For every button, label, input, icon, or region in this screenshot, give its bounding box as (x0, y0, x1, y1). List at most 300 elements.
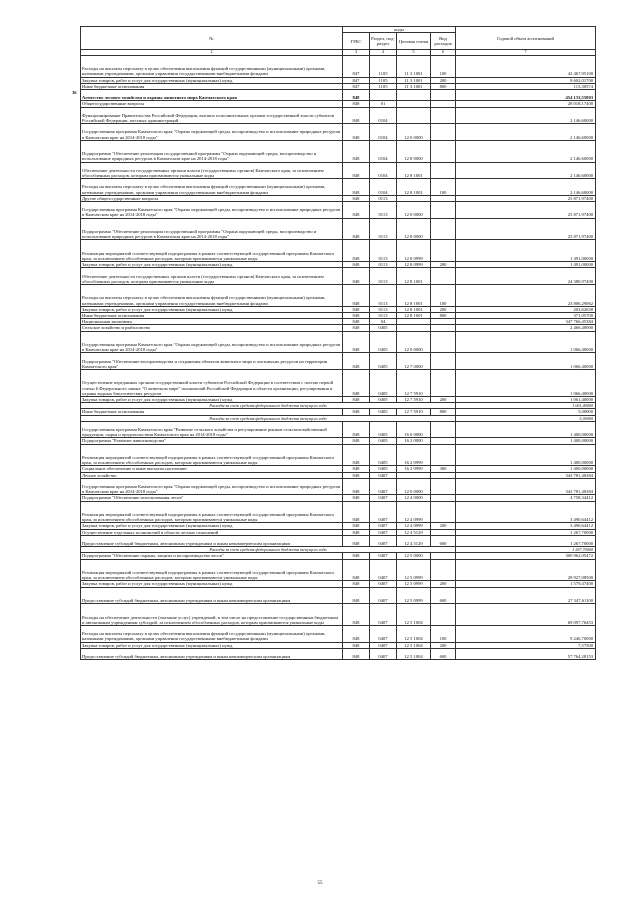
grbs-cell: 848 (343, 325, 370, 331)
razdel-cell: 0104 (370, 179, 397, 196)
table-row (81, 218, 596, 240)
razdel-cell: 0407 (370, 535, 397, 546)
table-row (81, 124, 596, 141)
amount-cell: 8 602,01700 (456, 77, 596, 83)
table-row (81, 179, 596, 196)
amount-cell: 57 764,28153 (456, 648, 596, 659)
name-cell: Иные бюджетные ассигнования (81, 83, 343, 89)
name-cell: Реализация мероприятий соответствующей подпрограммы в рамках соответствующей государственной программы Камчатского края, за исключением обособленных расходов, которым присваиваются уникальные коды (81, 501, 343, 523)
razdel-cell: 0407 (370, 581, 397, 587)
table-row (81, 421, 596, 438)
vid-cell: 600 (431, 587, 456, 604)
amount-cell: 5,00000 (456, 415, 596, 421)
grbs-cell: 848 (343, 553, 370, 559)
celevaya-cell: 12 0 0000 (397, 124, 431, 141)
grbs-cell: 848 (343, 90, 370, 101)
vid-cell (431, 353, 456, 370)
celevaya-cell: 12 8 1001 (397, 162, 431, 179)
amount-cell: 203,62638 (456, 306, 596, 312)
vid-cell: 100 (431, 284, 456, 306)
table-row (81, 625, 596, 642)
grbs-cell: 848 (343, 523, 370, 529)
table-row (81, 162, 596, 179)
amount-cell: 1 267,70000 (456, 535, 596, 546)
table-row (81, 331, 596, 353)
grbs-cell: 848 (343, 179, 370, 196)
razdel-cell: 0113 (370, 218, 397, 240)
amount-cell: 2 466,40000 (456, 325, 596, 331)
table-row (81, 478, 596, 495)
row-text: Агентство лесного хозяйства и охраны животного мира Камчатского края (82, 95, 237, 101)
name-cell: Обеспечение деятельности государственных органов власти (государственных органов) Камчатского края, за исключением обособленных расходов, которым присваиваются уникальные коды (81, 162, 343, 179)
table-body (72, 55, 596, 659)
name-cell: Предоставление субсидий бюджетным, автономным учреждениям и иным некоммерческим организациям (81, 587, 343, 604)
note-cell: Расходы за счет средств федерального бюджета текущего года (81, 415, 456, 421)
name-cell: Закупка товаров, работ и услуг для государственных (муниципальных) нужд (81, 262, 343, 268)
amount-cell: 1 066,40000 (456, 369, 596, 396)
razdel-cell: 0104 (370, 162, 397, 179)
amount-cell: 343 781,40384 (456, 478, 596, 495)
celevaya-cell: 12 8 1001 (397, 312, 431, 318)
celevaya-cell: 12 8 0000 (397, 218, 431, 240)
celevaya-cell: 12 7 0000 (397, 353, 431, 370)
celevaya-cell (397, 107, 431, 124)
grbs-cell: 848 (343, 495, 370, 501)
colnum-5: 5 (397, 50, 431, 56)
celevaya-cell: 12 0 0000 (397, 478, 431, 495)
name-cell: Обеспечение деятельности государственных органов власти (государственных органов) Камчатского края, за исключением обособленных расходов, которым присваиваются уникальные коды (81, 268, 343, 285)
name-cell: Расходы на выплаты персоналу в целях обеспечения выполнения функций государственными (муниципальными) органами, казенными учреждениями, органами управления государственными внебюджетными фондами (81, 179, 343, 196)
name-cell: Закупка товаров, работ и услуг для государственных (муниципальных) нужд (81, 77, 343, 83)
razdel-cell: 0113 (370, 195, 397, 201)
vid-cell: 100 (431, 179, 456, 196)
amount-cell: 1 400,00000 (456, 466, 596, 472)
name-cell: Другие общегосударственные вопросы (81, 195, 343, 201)
razdel-cell: 0407 (370, 495, 397, 501)
grbs-cell: 848 (343, 369, 370, 396)
amount-cell: 1 491,00000 (456, 240, 596, 262)
celevaya-cell: 12 5 0999 (397, 559, 431, 581)
amount-cell: 25 871,97400 (456, 195, 596, 201)
name-cell: Национальная экономика (81, 319, 343, 325)
vid-cell (431, 107, 456, 124)
grbs-cell: 847 (343, 55, 370, 77)
amount-cell: 9 246,70000 (456, 625, 596, 642)
grbs-cell: 848 (343, 648, 370, 659)
vid-cell: 600 (431, 648, 456, 659)
grbs-cell: 848 (343, 306, 370, 312)
name-cell: Лесное хозяйство (81, 472, 343, 478)
razdel-cell: 0104 (370, 107, 397, 124)
amount-cell: 2 146,60000 (456, 140, 596, 162)
name-cell: Сельское хозяйство и рыболовство (81, 325, 343, 331)
name-cell: Реализация мероприятий соответствующей подпрограммы в рамках соответствующей государственной программы Камчатского края, за исключением обособленных расходов, которым присваиваются уникальные коды (81, 444, 343, 466)
name-cell: Закупка товаров, работ и услуг для государственных (муниципальных) нужд (81, 642, 343, 648)
razdel-cell: 0405 (370, 444, 397, 466)
amount-cell: 1 267,70000 (456, 529, 596, 535)
celevaya-cell: 12 7 5910 (397, 396, 431, 402)
razdel-cell: 0405 (370, 438, 397, 444)
razdel-cell: 0405 (370, 369, 397, 396)
vid-cell (431, 140, 456, 162)
amount-cell: 3 490,64412 (456, 501, 596, 523)
grbs-cell: 848 (343, 478, 370, 495)
name-cell: Закупка товаров, работ и услуг для государственных (муниципальных) нужд (81, 523, 343, 529)
vid-cell: 600 (431, 535, 456, 546)
grbs-cell: 848 (343, 529, 370, 535)
colnum-4: 4 (370, 50, 397, 56)
amount-cell: 24 380,97400 (456, 268, 596, 285)
table-row (81, 444, 596, 466)
razdel-cell: 0113 (370, 306, 397, 312)
grbs-cell: 848 (343, 581, 370, 587)
razdel-cell: 0405 (370, 331, 397, 353)
grbs-cell: 848 (343, 240, 370, 262)
table-row (81, 268, 596, 285)
amount-cell: 1 491,00000 (456, 262, 596, 268)
vid-cell: 200 (431, 306, 456, 312)
celevaya-cell: 12 5 1004 (397, 625, 431, 642)
grbs-cell: 848 (343, 140, 370, 162)
table-row (81, 90, 596, 101)
grbs-cell: 848 (343, 501, 370, 523)
vid-cell: 200 (431, 396, 456, 402)
table-row (81, 353, 596, 370)
grbs-cell: 848 (343, 195, 370, 201)
razdel-cell: 0113 (370, 284, 397, 306)
grbs-cell: 848 (343, 268, 370, 285)
name-cell: Подпрограмма "Обеспечение реализации государственной программы "Охрана окружающей среды, воспроизводство и использование природных ресурсов в Камчатском крае на 2014-2018 годы" (81, 140, 343, 162)
amount-cell: 28 018,17400 (456, 101, 596, 107)
row-number: 36 (72, 90, 77, 95)
amount-cell: 347 766,45384 (456, 319, 596, 325)
table-row (81, 587, 596, 604)
celevaya-cell: 12 4 0999 (397, 523, 431, 529)
grbs-cell: 847 (343, 77, 370, 83)
vid-cell: 200 (431, 262, 456, 268)
celevaya-cell (397, 90, 431, 101)
table-row (81, 240, 596, 262)
celevaya-cell: 12 4 0000 (397, 495, 431, 501)
vid-cell (431, 444, 456, 466)
grbs-cell: 848 (343, 472, 370, 478)
name-cell: Закупка товаров, работ и услуг для государственных (муниципальных) нужд (81, 396, 343, 402)
razdel-cell: 0113 (370, 240, 397, 262)
razdel-cell: 1105 (370, 55, 397, 77)
note-cell: Расходы за счет средств федерального бюджета текущего года (81, 403, 456, 409)
razdel-cell: 0113 (370, 312, 397, 318)
grbs-cell: 848 (343, 262, 370, 268)
grbs-cell: 848 (343, 396, 370, 402)
amount-cell: 2 146,60000 (456, 124, 596, 141)
celevaya-cell: 12 8 1001 (397, 306, 431, 312)
razdel-cell: 1105 (370, 83, 397, 89)
celevaya-cell: 12 8 0999 (397, 262, 431, 268)
grbs-cell: 848 (343, 162, 370, 179)
grbs-cell: 848 (343, 587, 370, 604)
name-cell: Государственная программа Камчатского края "Охрана окружающей среды, воспроизводство и использование природных ресурсов в Камчатском крае на 2014-2018 годы" (81, 201, 343, 218)
vid-cell: 100 (431, 625, 456, 642)
table-row (81, 369, 596, 396)
page-number: 55 (317, 881, 323, 886)
amount-cell: 42 467,95100 (456, 55, 596, 77)
amount-cell: 3 490,64412 (456, 523, 596, 529)
celevaya-cell: 12 5 1004 (397, 604, 431, 626)
grbs-cell: 848 (343, 101, 370, 107)
table-row (81, 535, 596, 546)
name-cell: Предоставление субсидий бюджетным, автономным учреждениям и иным некоммерческим организациям (81, 648, 343, 659)
vid-cell: 100 (431, 55, 456, 77)
vid-cell: 200 (431, 581, 456, 587)
razdel-cell: 0405 (370, 466, 397, 472)
name-cell: Подпрограмма "Развитие животноводства" (81, 438, 343, 444)
razdel-cell: 01 (370, 101, 397, 107)
grbs-cell: 848 (343, 124, 370, 141)
name-cell: Закупка товаров, работ и услуг для государственных (муниципальных) нужд (81, 306, 343, 312)
vid-cell: 800 (431, 312, 456, 318)
grbs-cell: 848 (343, 444, 370, 466)
amount-cell: 25 871,97400 (456, 201, 596, 218)
name-cell: Иные бюджетные ассигнования (81, 312, 343, 318)
celevaya-cell: 11 3 1001 (397, 77, 431, 83)
celevaya-cell: 11 3 1001 (397, 83, 431, 89)
colnum-6: 6 (431, 50, 456, 56)
grbs-cell: 848 (343, 535, 370, 546)
vid-cell (431, 268, 456, 285)
document-page (72, 26, 595, 660)
vid-cell: 200 (431, 523, 456, 529)
razdel-cell: 04 (370, 319, 397, 325)
grbs-cell: 848 (343, 107, 370, 124)
vid-cell (431, 218, 456, 240)
razdel-cell: 0407 (370, 642, 397, 648)
vid-cell (431, 501, 456, 523)
amount-cell: 2 146,60000 (456, 179, 596, 196)
header-num: № (81, 27, 343, 50)
razdel-cell: 0407 (370, 604, 397, 626)
table-row (81, 284, 596, 306)
celevaya-cell: 12 5 0999 (397, 581, 431, 587)
grbs-cell: 848 (343, 331, 370, 353)
razdel-cell: 0405 (370, 325, 397, 331)
celevaya-cell: 16 2 0000 (397, 438, 431, 444)
celevaya-cell: 12 4 0999 (397, 501, 431, 523)
name-cell: Подпрограмма "Обеспечение охраны, защиты и воспроизводства лесов" (81, 553, 343, 559)
table-row (81, 501, 596, 523)
amount-cell: 1 579,47400 (456, 581, 596, 587)
table-row (81, 55, 596, 77)
razdel-cell: 0113 (370, 268, 397, 285)
vid-cell (431, 240, 456, 262)
amount-cell: 69 097,76453 (456, 604, 596, 626)
grbs-cell: 848 (343, 438, 370, 444)
celevaya-cell: 12 8 1001 (397, 268, 431, 285)
name-cell: Закупка товаров, работ и услуг для государственных (муниципальных) нужд (81, 581, 343, 587)
razdel-cell: 0113 (370, 262, 397, 268)
name-cell: Расходы на выплаты персоналу в целях обеспечения выполнения функций государственными (муниципальными) органами, казенными учреждениями, органами управления государственными внебюджетными фондами (81, 284, 343, 306)
celevaya-cell: 12 4 5129 (397, 535, 431, 546)
name-cell: Государственная программа Камчатского края "Охрана окружающей среды, воспроизводство и использование природных ресурсов в Камчатском крае на 2014-2018 годы" (81, 124, 343, 141)
celevaya-cell: 12 7 5910 (397, 369, 431, 396)
amount-cell: 1 066,40000 (456, 331, 596, 353)
table-row (81, 648, 596, 659)
amount-cell: 25 871,97400 (456, 218, 596, 240)
vid-cell (431, 604, 456, 626)
celevaya-cell: 12 8 1001 (397, 179, 431, 196)
amount-cell: 1 061,40000 (456, 396, 596, 402)
vid-cell: 300 (431, 466, 456, 472)
grbs-cell: 848 (343, 312, 370, 318)
colnum-7: 7 (456, 50, 596, 56)
razdel-cell: 0407 (370, 478, 397, 495)
grbs-cell: 847 (343, 83, 370, 89)
colnum-1: 2 (81, 50, 343, 56)
table-header (81, 27, 596, 56)
amount-cell: 5,00000 (456, 409, 596, 415)
budget-table (72, 26, 596, 660)
header-grbs: ГРБС (343, 33, 370, 50)
celevaya-cell: 12 0 0000 (397, 331, 431, 353)
vid-cell (431, 201, 456, 218)
name-cell: Общегосударственные вопросы (81, 101, 343, 107)
celevaya-cell: 12 0 0000 (397, 201, 431, 218)
table-row (81, 201, 596, 218)
name-cell: Осуществление отдельных полномочий в области лесных отношений (81, 529, 343, 535)
name-cell: Государственная программа Камчатского края "Охрана окружающей среды, воспроизводство и использование природных ресурсов в Камчатском крае на 2014-2018 годы" (81, 478, 343, 495)
name-cell: Реализация мероприятий соответствующей подпрограммы в рамках соответствующей государственной программы Камчатского края, за исключением обособленных расходов, которым присваиваются уникальные коды (81, 559, 343, 581)
table-row (81, 604, 596, 626)
amount-cell: 300 962,05472 (456, 553, 596, 559)
grbs-cell: 848 (343, 604, 370, 626)
celevaya-cell: 12 5 1004 (397, 648, 431, 659)
amount-cell: 343 781,40384 (456, 472, 596, 478)
amount-cell: 23 806,29062 (456, 284, 596, 306)
header-amount: Годовой объем ассигнований (456, 27, 596, 50)
vid-cell: 800 (431, 409, 456, 415)
grbs-cell: 848 (343, 642, 370, 648)
vid-cell (431, 124, 456, 141)
razdel-cell (370, 90, 397, 101)
amount-cell: 7,57500 (456, 642, 596, 648)
name-cell: Функционирование Правительства Российской Федерации, высших исполнительных органов государственной власти субъектов Российской Федерации, местных администраций (81, 107, 343, 124)
celevaya-cell: 12 8 1001 (397, 284, 431, 306)
grbs-cell: 848 (343, 319, 370, 325)
razdel-cell: 0407 (370, 648, 397, 659)
amount-cell: 1 066,40000 (456, 353, 596, 370)
razdel-cell: 0405 (370, 409, 397, 415)
vid-cell (431, 369, 456, 396)
table-row (81, 107, 596, 124)
grbs-cell: 848 (343, 284, 370, 306)
note-cell: Расходы за счет средств федерального бюджета текущего года (81, 547, 456, 553)
grbs-cell: 848 (343, 466, 370, 472)
celevaya-cell: 12 5 0999 (397, 587, 431, 604)
amount-cell: 1 267,70000 (456, 547, 596, 553)
razdel-cell: 0407 (370, 553, 397, 559)
name-cell: Расходы на обеспечение деятельности (оказание услуг) учреждений, в том числе на предоставление государственным бюджетным и автономным учреждениям субсидий, за исключением обособленных расходов, которым присваиваются уникальные коды (81, 604, 343, 626)
amount-cell: 1 400,00000 (456, 438, 596, 444)
amount-cell: 2 146,60000 (456, 107, 596, 124)
amount-cell: 1 400,00000 (456, 444, 596, 466)
vid-cell: 200 (431, 77, 456, 83)
name-cell: Социальное обеспечение и иные выплаты населению (81, 466, 343, 472)
header-codes: коды (343, 27, 456, 33)
vid-cell (431, 559, 456, 581)
grbs-cell: 848 (343, 625, 370, 642)
celevaya-cell: 12 5 0000 (397, 553, 431, 559)
amount-cell: 2 146,60000 (456, 162, 596, 179)
vid-cell (431, 478, 456, 495)
name-cell: Расходы на выплаты персоналу в целях обеспечения выполнения функций государственными (муниципальными) органами, казенными учреждениями, органами управления государственными внебюджетными фондами (81, 625, 343, 642)
vid-cell (431, 162, 456, 179)
colnum-3: 3 (343, 50, 370, 56)
name-cell: Осуществление переданных органам государственной власти субъектов Российской Федерации в соответствии с частью первой статьи 6 Федерального закона "О животном мире" полномочий Российской Федерации в области организации, регулирования и охраны водных биологических ресурсов (81, 369, 343, 396)
razdel-cell: 0407 (370, 559, 397, 581)
grbs-cell: 848 (343, 218, 370, 240)
vid-cell: 800 (431, 83, 456, 89)
table-row (81, 559, 596, 581)
header-vid: Вид расходов (431, 33, 456, 50)
razdel-cell: 0407 (370, 523, 397, 529)
razdel-cell: 0407 (370, 587, 397, 604)
celevaya-cell: 16 2 0999 (397, 466, 431, 472)
razdel-cell: 0104 (370, 140, 397, 162)
name-cell: Подпрограмма "Обеспечение использования лесов" (81, 495, 343, 501)
name-cell: Подпрограмма "Обеспечение реализации государственной программы "Охрана окружающей среды, воспроизводство и использование природных ресурсов в Камчатском крае на 2014-2018 годы" (81, 218, 343, 240)
vid-cell (431, 90, 456, 101)
amount-cell: 371,05700 (456, 312, 596, 318)
celevaya-cell: 11 3 1001 (397, 55, 431, 77)
amount-cell: 1 061,40000 (456, 403, 596, 409)
celevaya-cell: 12 8 0999 (397, 240, 431, 262)
amount-cell: 1 400,00000 (456, 421, 596, 438)
header-celevaya: Целевая статья (397, 33, 431, 50)
razdel-cell: 0104 (370, 124, 397, 141)
celevaya-cell: 16 0 0000 (397, 421, 431, 438)
amount-cell: 4 758,34412 (456, 495, 596, 501)
vid-cell (431, 421, 456, 438)
name-cell: Расходы на выплаты персоналу в целях обеспечения выполнения функций государственными (муниципальными) органами, казенными учреждениями, органами управления государственными внебюджетными фондами (81, 55, 343, 77)
razdel-cell: 0405 (370, 396, 397, 402)
razdel-cell: 0407 (370, 501, 397, 523)
celevaya-cell: 12 7 5910 (397, 409, 431, 415)
grbs-cell: 848 (343, 201, 370, 218)
razdel-cell: 0407 (370, 625, 397, 642)
header-razdel: Раздел, под-раздел (370, 33, 397, 50)
grbs-cell: 848 (343, 559, 370, 581)
razdel-cell: 1105 (370, 77, 397, 83)
celevaya-cell: 12 8 0000 (397, 140, 431, 162)
razdel-cell: 0407 (370, 472, 397, 478)
table-row (81, 140, 596, 162)
name-cell: Государственная программа Камчатского края "Развитие сельского хозяйства и регулирование рынков сельскохозяйственной продукции, сырья и продовольствия Камчатского края на 2014-2018 годы" (81, 421, 343, 438)
amount-cell: 27 347,61100 (456, 587, 596, 604)
celevaya-cell: 12 4 5129 (397, 529, 431, 535)
celevaya-cell: 12 5 1004 (397, 642, 431, 648)
name-cell: Подпрограмма "Обеспечение воспроизводства и сохранения объектов животного мира и охотничьих ресурсов на территории Камчатского края" (81, 353, 343, 370)
name-cell: Государственная программа Камчатского края "Охрана окружающей среды, воспроизводство и использование природных ресурсов в Камчатском крае на 2014-2018 годы" (81, 331, 343, 353)
celevaya-cell: 16 2 0999 (397, 444, 431, 466)
razdel-cell: 0405 (370, 353, 397, 370)
name-cell: Предоставление субсидий бюджетным, автономным учреждениям и иным некоммерческим организациям (81, 535, 343, 546)
grbs-cell: 848 (343, 353, 370, 370)
name-cell: Реализация мероприятий соответствующей подпрограммы в рамках соответствующей государственной программы Камчатского края, за исключением обособленных расходов, которым присваиваются уникальные коды (81, 240, 343, 262)
grbs-cell: 848 (343, 409, 370, 415)
amount-cell: 113,30574 (456, 83, 596, 89)
amount-cell: 454 133,55803 (456, 90, 596, 101)
vid-cell: 200 (431, 642, 456, 648)
razdel-cell: 0405 (370, 421, 397, 438)
